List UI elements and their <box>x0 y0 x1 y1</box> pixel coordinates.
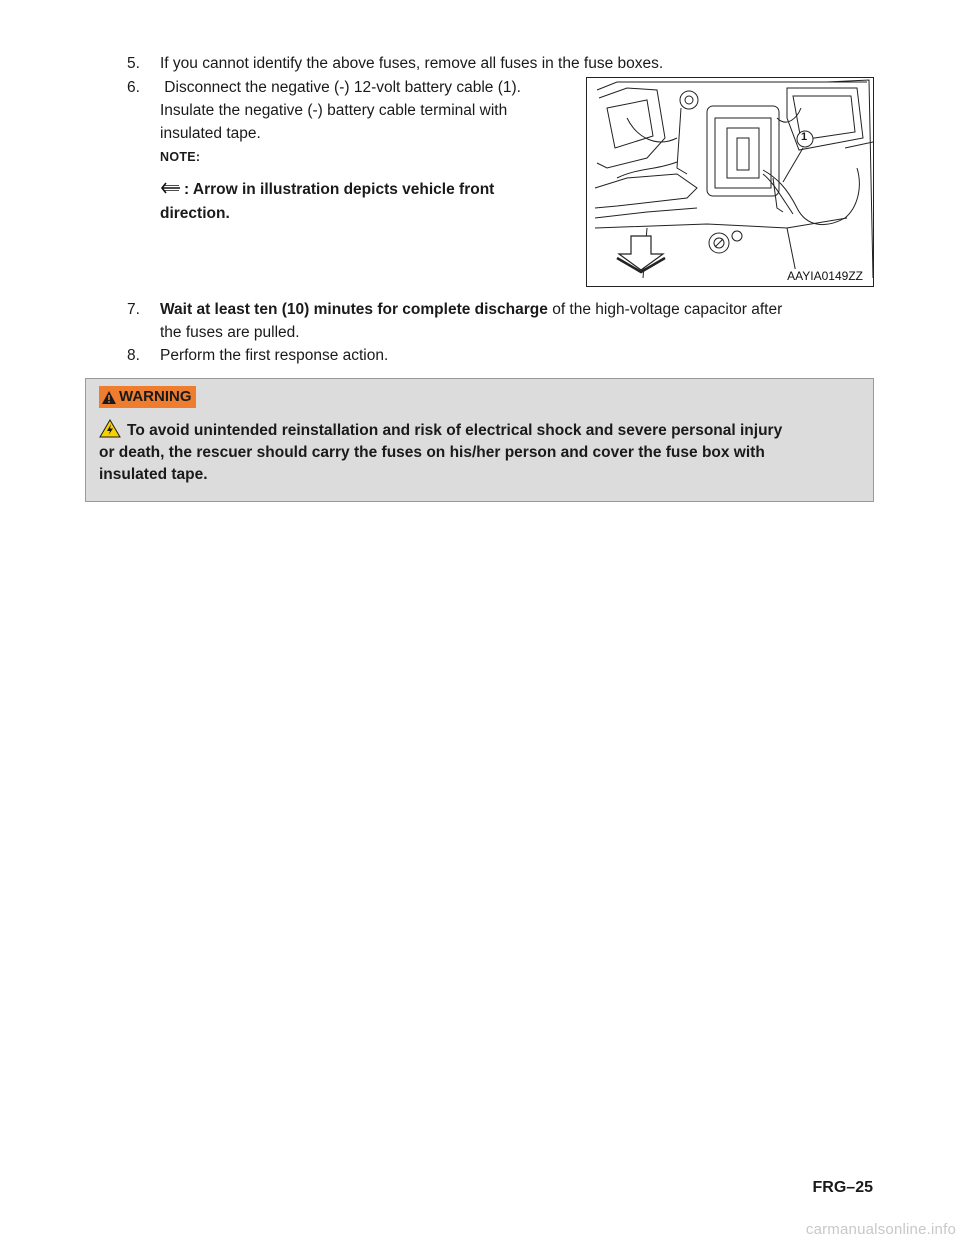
step-text-line-2: Insulate the negative (-) battery cable terminal with <box>160 102 508 119</box>
warning-line-1: To avoid unintended reinstallation and risk of electrical shock and severe personal injury <box>127 422 783 439</box>
step-text: If you cannot identify the above fuses, remove all fuses in the fuse boxes. <box>160 55 664 72</box>
callout-number: 1 <box>801 131 808 143</box>
step-number: 5. <box>127 55 140 72</box>
warning-line-2: or death, the rescuer should carry the fuses on his/her person and cover the fuse box with <box>99 444 765 461</box>
warning-triangle-icon <box>101 390 117 405</box>
front-arrow-icon <box>617 236 665 272</box>
step-emphasis: Wait at least ten (10) minutes for complete discharge <box>160 301 548 318</box>
page-number: FRG–25 <box>812 1179 873 1196</box>
step-rest: of the high-voltage capacitor after <box>547 301 783 318</box>
warning-text <box>99 419 864 486</box>
note-line-2: direction. <box>160 205 230 222</box>
note-line-1: : Arrow in illustration depicts vehicle front <box>184 181 495 198</box>
step-text: Perform the first response action. <box>160 347 389 364</box>
warning-box <box>85 378 874 502</box>
step-number: 8. <box>127 347 140 364</box>
engine-bay-drawing <box>587 78 874 287</box>
step-text-line-1: Disconnect the negative (-) 12-volt battery cable (1). <box>160 79 521 96</box>
note-label: NOTE: <box>160 150 201 164</box>
figure-code: AAYIA0149ZZ <box>787 269 863 283</box>
step-number: 7. <box>127 301 140 318</box>
watermark: carmanualsonline.info <box>805 1221 956 1238</box>
high-voltage-icon <box>99 419 121 438</box>
step-text-line-1 <box>160 299 782 321</box>
front-direction-arrow-icon <box>160 181 182 195</box>
step-text-line-3: insulated tape. <box>160 125 261 142</box>
engine-bay-illustration <box>586 77 874 287</box>
step-number: 6. <box>127 79 140 96</box>
warning-line-3: insulated tape. <box>99 466 208 483</box>
warning-badge <box>99 386 196 408</box>
note-text <box>160 178 560 226</box>
step-text-line-2: the fuses are pulled. <box>160 324 300 341</box>
warning-label: WARNING <box>119 388 192 405</box>
